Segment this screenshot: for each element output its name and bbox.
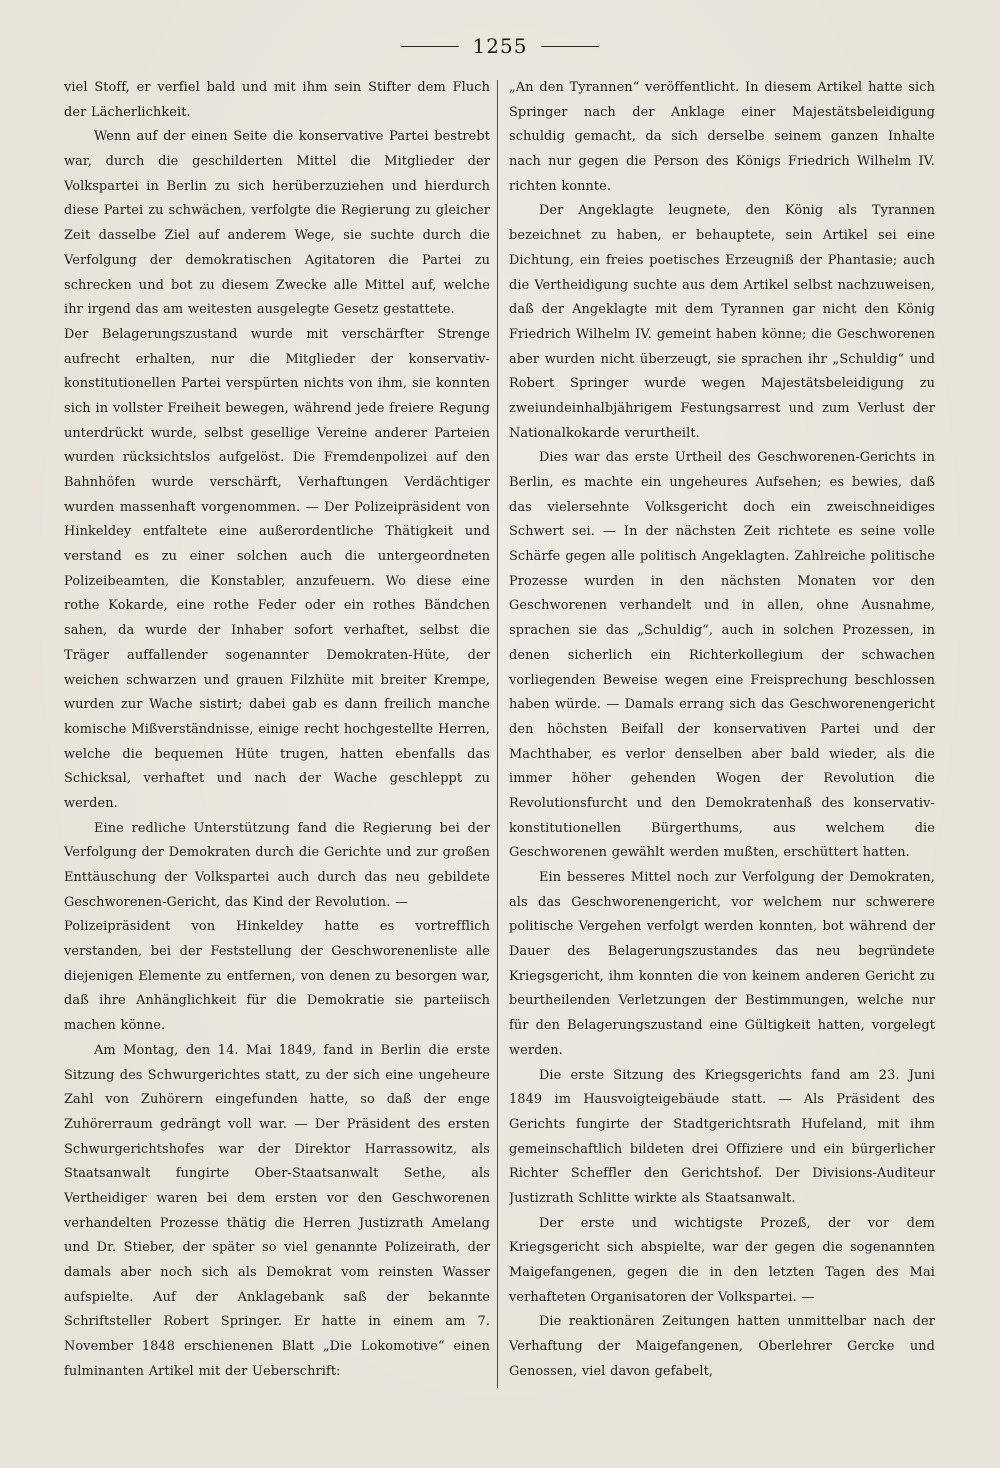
right-paragraph-6: Der erste und wichtigste Prozeß, der vor dem Kriegsgericht sich abspielte, war der gegen die sogenannten Maigefangenen, gegen die in den letzten Tagen des Mai verhafteten Organisatoren der Volkspartei. — — [509, 1215, 935, 1305]
left-paragraph-2: Wenn auf der einen Seite die konservative Partei bestrebt war, durch die geschilderten Mittel die Mitglieder der Volkspartei in Berlin zu sich herüberzuziehen und hierdurch diese Partei zu schwächen, verfolgte die Regierung zu gleicher Zeit dasselbe Ziel auf anderem Wege, sie suchte durch die Verfolgung der demokratischen Agitatoren die Partei zu schrecken und bot zu diesem Zwecke alle Mittel auf, welche ihr irgend das am weitesten ausgelegte Gesetz gestattete. — [64, 129, 490, 318]
right-column — [509, 76, 935, 1392]
left-column — [64, 76, 490, 1392]
header-rule-right — [541, 46, 599, 47]
column-divider — [497, 80, 498, 1388]
left-paragraph-3: Der Belagerungszustand wurde mit verschärfter Strenge aufrecht erhalten, nur die Mitglieder der konservativ-konstitutionellen Partei verspürten nichts von ihm, sie konnten sich in vollster Freiheit bewegen, während jede freiere Regung unterdrückt wurde, selbst gesellige Vereine anderer Parteien wurden rücksichtslos aufgelöst. Die Fremdenpolizei auf den Bahnhöfen wurde verschärft, Verhaftungen Verdächtiger wurden massenhaft vorgenommen. — Der Polizeipräsident von Hinkeldey entfaltete eine außerordentliche Thätigkeit und verstand es zu einer solchen auch die untergeordneten Polizeibeamten, die Konstabler, anzufeuern. Wo diese eine rothe Kokarde, eine rothe Feder oder ein rothes Bändchen sahen, da wurde der Inhaber sofort verhaftet, selbst die Träger auffallender sogenannter Demokraten-Hüte, der weichen schwarzen und grauen Filzhüte mit breiter Krempe, wurden zur Wache sistirt; dabei gab es dann freilich manche komische Mißverständnisse, einige recht hochgestellte Herren, welche die bequemen Hüte trugen, hatten ebenfalls das Schicksal, verhaftet und nach der Wache geschleppt zu werden. — [64, 326, 490, 811]
right-paragraph-7: Die reaktionären Zeitungen hatten unmittelbar nach der Verhaftung der Maigefangenen, Oberlehrer Gercke und Genossen, viel davon gefabelt, — [509, 1314, 935, 1379]
left-paragraph-5: Polizeipräsident von Hinkeldey hatte es vortrefflich verstanden, bei der Feststellung der Geschworenenliste alle diejenigen Elemente zu entfernen, von denen zu besorgen war, daß ihre Anhänglichkeit für die Demokratie sie parteiisch machen könne. — [64, 919, 490, 1034]
right-paragraph-1: „An den Tyrannen“ veröffentlicht. In diesem Artikel hatte sich Springer nach der Anklage einer Majestätsbeleidigung schuldig gemacht, da sich derselbe seinem ganzen Inhalte nach nur gegen die Person des Königs Friedrich Wilhelm IV. richten konnte. — [509, 80, 935, 194]
left-paragraph-1: viel Stoff, er verfiel bald und mit ihm sein Stifter dem Fluch der Lächerlichkeit. — [64, 80, 490, 120]
right-paragraph-5: Die erste Sitzung des Kriegsgerichts fand am 23. Juni 1849 im Hausvoigteigebäude statt. — Als Präsident des Gerichts fungirte der Stadtgerichtsrath Hufeland, mit ihm gemeinschaftlich bildeten drei Offiziere und ein bürgerlicher Richter Scheffler den Gerichtshof. Der Divisions-Auditeur Justizrath Schlitte wirkte als Staatsanwalt. — [509, 1067, 935, 1206]
page-header — [0, 28, 1000, 64]
right-paragraph-3: Dies war das erste Urtheil des Geschworenen-Gerichts in Berlin, es machte ein ungeheures Aufsehen; es bewies, daß das vielersehnte Volksgericht doch ein zweischneidiges Schwert sei. — In der nächsten Zeit richtete es seine volle Schärfe gegen alle politisch Angeklagten. Zahlreiche politische Prozesse wurden in den nächsten Monaten vor den Geschworenen verhandelt und in allen, ohne Ausnahme, sprachen sie das „Schuldig“, auch in solchen Prozessen, in denen sicherlich ein Richterkollegium der schwachen vorliegenden Beweise wegen eine Freisprechung beschlossen haben würde. — Damals errang sich das Geschworenengericht den höchsten Beifall der konservativen Partei und der Machthaber, es verlor denselben aber bald wieder, als die immer höher gehenden Wogen der Revolution die Revolutionsfurcht und den Demokratenhaß des konservativ-konstitutionellen Bürgerthums, aus welchem die Geschworenen gewählt werden mußten, erschüttert hatten. — [509, 450, 935, 861]
right-paragraph-4: Ein besseres Mittel noch zur Verfolgung der Demokraten, als das Geschworenengericht, vor welchem nur schwerere politische Vergehen verfolgt werden konnten, bot während der Dauer des Belagerungszustandes das neu begründete Kriegsgericht, ihm konnten die von keinem anderen Gericht zu beurtheilenden Verletzungen der Bestimmungen, welche nur für den Belagerungszustand eine Gültigkeit hatten, vorgelegt werden. — [509, 870, 935, 1058]
header-rule-left — [401, 46, 459, 47]
right-paragraph-2: Der Angeklagte leugnete, den König als Tyrannen bezeichnet zu haben, er behauptete, sein Artikel sei eine Dichtung, ein freies poetisches Erzeugniß der Phantasie; auch die Vertheidigung suchte aus dem Artikel selbst nachzuweisen, daß der Angeklagte mit dem Tyrannen gar nicht den König Friedrich Wilhelm IV. gemeint haben könne; die Geschworenen aber wurden nicht überzeugt, sie sprachen ihr „Schuldig“ und Robert Springer wurde wegen Majestätsbeleidigung zu zweiundeinhalbjährigem Festungsarrest und zum Verlust der Nationalkokarde verurtheilt. — [509, 203, 935, 441]
left-paragraph-6: Am Montag, den 14. Mai 1849, fand in Berlin die erste Sitzung des Schwurgerichtes statt, zu der sich eine ungeheure Zahl von Zuhörern eingefunden hatte, so daß der enge Zuhörerraum gedrängt voll war. — Der Präsident des ersten Schwurgerichtshofes war der Direktor Harrassowitz, als Staatsanwalt fungirte Ober-Staatsanwalt Sethe, als Vertheidiger waren bei dem ersten vor den Geschworenen verhandelten Prozesse thätig die Herren Justizrath Amelang und Dr. Stieber, der später so viel genannte Polizeirath, der damals aber noch sich als Demokrat vom reinsten Wasser aufspielte. Auf der Anklagebank saß der bekannte Schriftsteller Robert Springer. Er hatte in einem am 7. November 1848 erschienenen Blatt „Die Lokomotive“ einen fulminanten Artikel mit der Ueberschrift: — [64, 1042, 490, 1379]
page-number: 1255 — [472, 34, 528, 58]
left-paragraph-4: Eine redliche Unterstützung fand die Regierung bei der Verfolgung der Demokraten durch die Gerichte und zur großen Enttäuschung der Volkspartei auch durch das neu gebildete Geschworenen-Gericht, das Kind der Revolution. — — [64, 820, 490, 910]
